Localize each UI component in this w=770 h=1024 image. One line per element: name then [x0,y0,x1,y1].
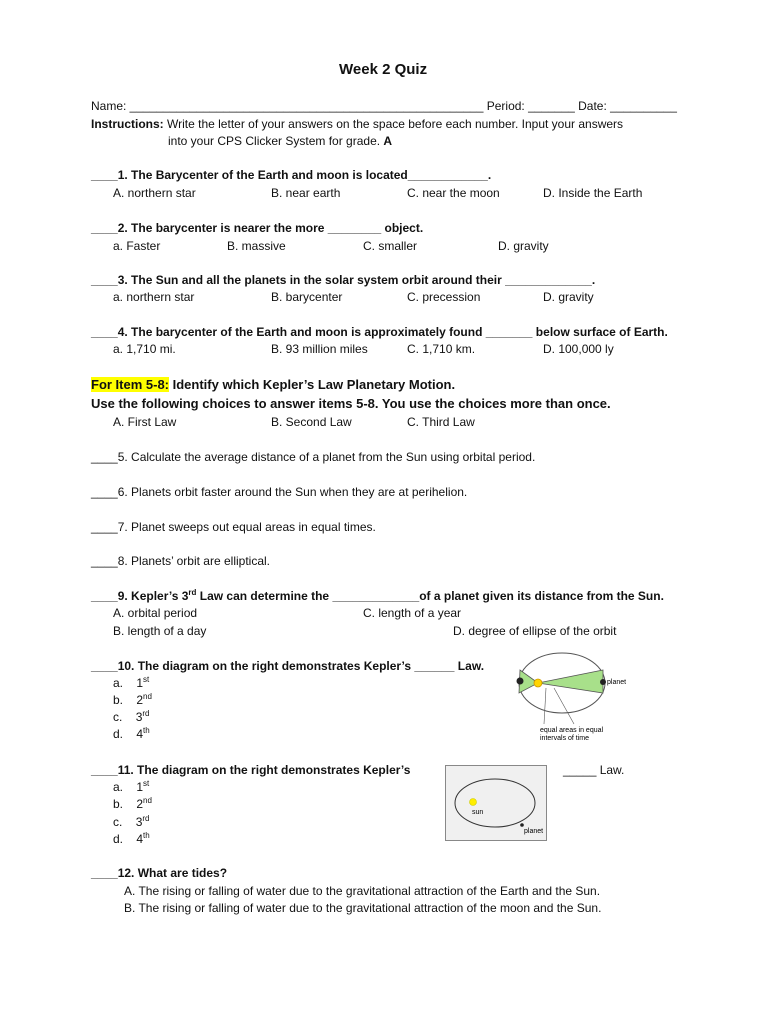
q10-option-b: b. 2nd [113,692,152,707]
instructions-line-2 [168,134,392,148]
instructions-text: Write the letter of your answers on the space before each number. Input your answers [167,117,624,131]
choice-first-law: A. First Law [113,415,177,429]
kepler-first-law-diagram [445,765,547,841]
q10-option-a: a. 1st [113,675,150,690]
q1-option-c: C. near the moon [407,186,500,200]
question-8: ____8. Planets’ orbit are elliptical. [91,554,270,568]
q1-option-d: D. Inside the Earth [543,186,643,200]
q9-option-d: D. degree of ellipse of the orbit [453,624,617,638]
q3-option-c: C. precession [407,290,481,304]
q9-option-a: A. orbital period [113,606,198,620]
q9-option-b: B. length of a day [113,624,207,638]
instructions-text-2: into your CPS Clicker System for grade. [168,134,381,148]
q4-option-c: C. 1,710 km. [407,342,476,356]
planet-icon [600,679,606,685]
question-11-tail: _____ Law. [563,763,625,777]
q3-option-d: D. gravity [543,290,594,304]
section-highlight: For Item 5-8: [91,377,170,392]
question-11: ____11. The diagram on the right demonstrates Kepler’s [91,763,411,777]
q10-option-c: c. 3rd [113,709,150,724]
q3-option-a: a. northern star [113,290,195,304]
q4-option-b: B. 93 million miles [271,342,368,356]
question-6: ____6. Planets orbit faster around the Sun when they are at perihelion. [91,485,468,499]
q2-option-a: a. Faster [113,239,161,253]
instructions-label: Instructions: [91,117,164,131]
fig-sun-label: sun [472,809,484,816]
q2-option-b: B. massive [227,239,286,253]
q12-option-b: B. The rising or falling of water due to the gravitational attraction of the moon and the Sun. [124,901,602,915]
instructions [91,117,623,131]
fig-caption-2: intervals of time [540,735,590,742]
question-4: ____4. The barycenter of the Earth and moon is approximately found _______ below surface of Earth. [91,325,668,339]
question-9 [91,589,664,603]
q11-option-c: c. 3rd [113,814,150,829]
sun-icon [470,799,477,806]
fig-caption-1: equal areas in equal [540,727,604,734]
q11-option-a: a. 1st [113,779,150,794]
q1-option-a: A. northern star [113,186,196,200]
question-5: ____5. Calculate the average distance of a planet from the Sun using orbital period. [91,450,536,464]
planet-icon [517,678,524,685]
planet-icon [520,823,524,827]
q2-option-c: C. smaller [363,239,418,253]
q1-option-b: B. near earth [271,186,341,200]
instructions-letter: A [383,134,393,148]
question-1: ____1. The Barycenter of the Earth and moon is located____________. [91,168,492,182]
section-subheading: Use the following choices to answer items 5-8. You use the choices more than once. [91,396,611,411]
q3-option-b: B. barycenter [271,290,343,304]
q4-option-a: a. 1,710 mi. [113,342,176,356]
page-title: Week 2 Quiz [339,61,428,78]
q9-text-post: Law can determine the _____________of a planet given its distance from the Sun. [196,589,664,603]
q11-option-b: b. 2nd [113,796,152,811]
name-period-date-line: Name: _____________________________________________________ Period: _______ Date: __________ [91,99,677,113]
kepler-second-law-diagram [510,648,630,744]
section-heading-text: Identify which Kepler’s Law Planetary Motion. [169,377,456,392]
question-7: ____7. Planet sweeps out equal areas in equal times. [91,520,376,534]
question-3: ____3. The Sun and all the planets in the solar system orbit around their _____________. [91,273,596,287]
question-2: ____2. The barycenter is nearer the more ________ object. [91,221,424,235]
section-heading [91,377,455,392]
q11-option-d: d. 4th [113,831,150,846]
fig-planet-label-2: planet [524,828,544,835]
q2-option-d: D. gravity [498,239,549,253]
question-12: ____12. What are tides? [91,866,228,880]
q9-option-c: C. length of a year [363,606,462,620]
q9-text-pre: ____9. Kepler’s 3 [91,589,189,603]
q9-sup: rd [188,588,197,597]
choice-third-law: C. Third Law [407,415,475,429]
choice-second-law: B. Second Law [271,415,352,429]
sun-icon [534,679,542,687]
fig-planet-label: planet [607,679,627,686]
q12-option-a: A. The rising or falling of water due to the gravitational attraction of the Earth and the Sun. [124,884,601,898]
q10-option-d: d. 4th [113,726,150,741]
question-10: ____10. The diagram on the right demonstrates Kepler’s ______ Law. [91,659,485,673]
q4-option-d: D. 100,000 ly [543,342,614,356]
